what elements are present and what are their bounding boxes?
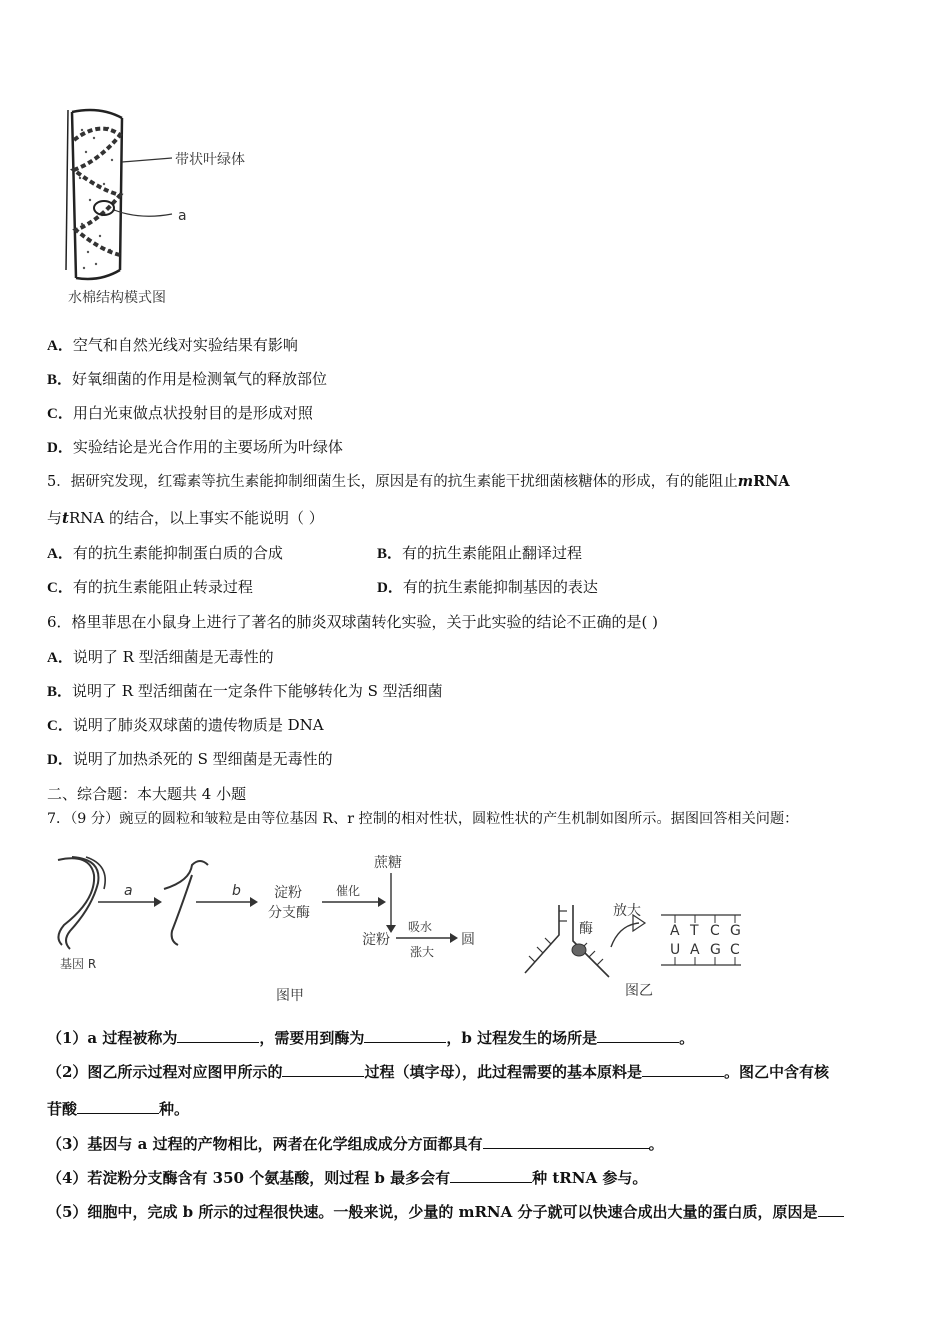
q7-sub3: （3）基因与 a 过程的产物相比，两者在化学组成成分方面都具有 。 xyxy=(47,1135,664,1153)
base-t1: T xyxy=(690,923,699,939)
zoom-label: 放大 xyxy=(613,903,641,919)
answer-blank[interactable] xyxy=(818,1201,844,1217)
spirogyra-figure xyxy=(60,100,320,315)
q7-sub2-line1: （2）图乙所示过程对应图甲所示的 过程（填字母），此过程需要的基本原料是 。图乙中含有核 xyxy=(47,1063,829,1081)
q5-option-c[interactable]: C．有的抗生素能阻止转录过程 xyxy=(47,578,253,596)
enzyme-label-2: 分支酶 xyxy=(268,905,310,921)
base-g1: G xyxy=(730,923,741,939)
base-g2: G xyxy=(710,942,721,958)
arrow-b-label: b xyxy=(232,883,241,899)
figure-yi-caption: 图乙 xyxy=(625,983,653,999)
q7-sub2-line2: 苷酸 种。 xyxy=(47,1100,190,1118)
answer-blank[interactable] xyxy=(642,1061,724,1077)
q7-sub4: （4）若淀粉分支酶含有 350 个氨基酸，则过程 b 最多会有 种 tRNA 参与。 xyxy=(47,1169,648,1187)
enzyme-label: 酶 xyxy=(579,921,593,937)
figure-yi xyxy=(515,895,750,1005)
nucleus-label: a xyxy=(178,208,187,224)
answer-blank[interactable] xyxy=(77,1098,159,1114)
arrow-a-label: a xyxy=(124,883,133,899)
base-a2: A xyxy=(690,942,700,958)
section-heading: 二、综合题：本大题共 4 小题 xyxy=(47,785,247,803)
answer-blank[interactable] xyxy=(177,1027,259,1043)
q5-stem-line1: 5．据研究发现，红霉素等抗生素能抑制细菌生长，原因是有的抗生素能干扰细菌核糖体的形成，有的能阻止mRNA xyxy=(47,473,790,490)
q4-option-b[interactable]: B．好氧细菌的作用是检测氧气的释放部位 xyxy=(47,370,328,388)
q4-option-d[interactable]: D．实验结论是光合作用的主要场所为叶绿体 xyxy=(47,438,343,456)
answer-blank[interactable] xyxy=(282,1061,364,1077)
gene-r-label: 基因 R xyxy=(60,957,97,971)
q5-option-d[interactable]: D．有的抗生素能抑制基因的表达 xyxy=(377,578,598,596)
figure-jia xyxy=(50,845,490,1010)
q7-sub5: （5）细胞中，完成 b 所示的过程很快速。一般来说，少量的 mRNA 分子就可以快速合成出大量的蛋白质，原因是 xyxy=(47,1201,844,1222)
answer-blank[interactable] xyxy=(364,1027,446,1043)
base-c2: C xyxy=(730,942,740,958)
starch-label: 淀粉 xyxy=(362,932,390,948)
base-u2: U xyxy=(670,942,681,958)
q6-option-b[interactable]: B．说明了 R 型活细菌在一定条件下能够转化为 S 型活细菌 xyxy=(47,682,443,700)
q6-option-d[interactable]: D．说明了加热杀死的 S 型细菌是无毒性的 xyxy=(47,750,333,768)
enzyme-label-1: 淀粉 xyxy=(274,885,302,901)
answer-blank[interactable] xyxy=(450,1167,532,1183)
chloroplast-label: 带状叶绿体 xyxy=(175,152,245,168)
round-label: 圆 xyxy=(461,932,475,948)
q6-stem: 6．格里菲思在小鼠身上进行了著名的肺炎双球菌转化实验，关于此实验的结论不正确的是( ) xyxy=(47,613,659,631)
sucrose-label: 蔗糖 xyxy=(374,855,402,871)
base-c1: C xyxy=(710,923,720,939)
figure-caption: 水棉结构模式图 xyxy=(68,290,166,306)
q5-option-a[interactable]: A．有的抗生素能抑制蛋白质的合成 xyxy=(47,544,283,562)
q6-option-a[interactable]: A．说明了 R 型活细菌是无毒性的 xyxy=(47,648,274,666)
swell-label: 涨大 xyxy=(410,945,435,959)
q7-stem: 7．（9 分）豌豆的圆粒和皱粒是由等位基因 R、r 控制的相对性状，圆粒性状的产生机制如图所示。据图回答相关问题： xyxy=(47,811,799,827)
catalyze-label: 催化 xyxy=(336,884,361,898)
absorb-label: 吸水 xyxy=(408,920,433,934)
q4-option-c[interactable]: C．用白光束做点状投射目的是形成对照 xyxy=(47,404,313,422)
answer-blank[interactable] xyxy=(597,1027,679,1043)
q4-option-a[interactable]: A．空气和自然光线对实验结果有影响 xyxy=(47,336,298,354)
answer-blank[interactable] xyxy=(483,1133,649,1149)
q6-option-c[interactable]: C．说明了肺炎双球菌的遗传物质是 DNA xyxy=(47,716,324,734)
figure-jia-caption: 图甲 xyxy=(276,988,304,1004)
q7-sub1: （1）a 过程被称为 ，需要用到酶为 ，b 过程发生的场所是 。 xyxy=(47,1029,695,1047)
q5-option-b[interactable]: B．有的抗生素能阻止翻译过程 xyxy=(377,544,583,562)
base-a1: A xyxy=(670,923,680,939)
q5-stem-line2: 与tRNA 的结合，以上事实不能说明（ ） xyxy=(47,509,324,527)
